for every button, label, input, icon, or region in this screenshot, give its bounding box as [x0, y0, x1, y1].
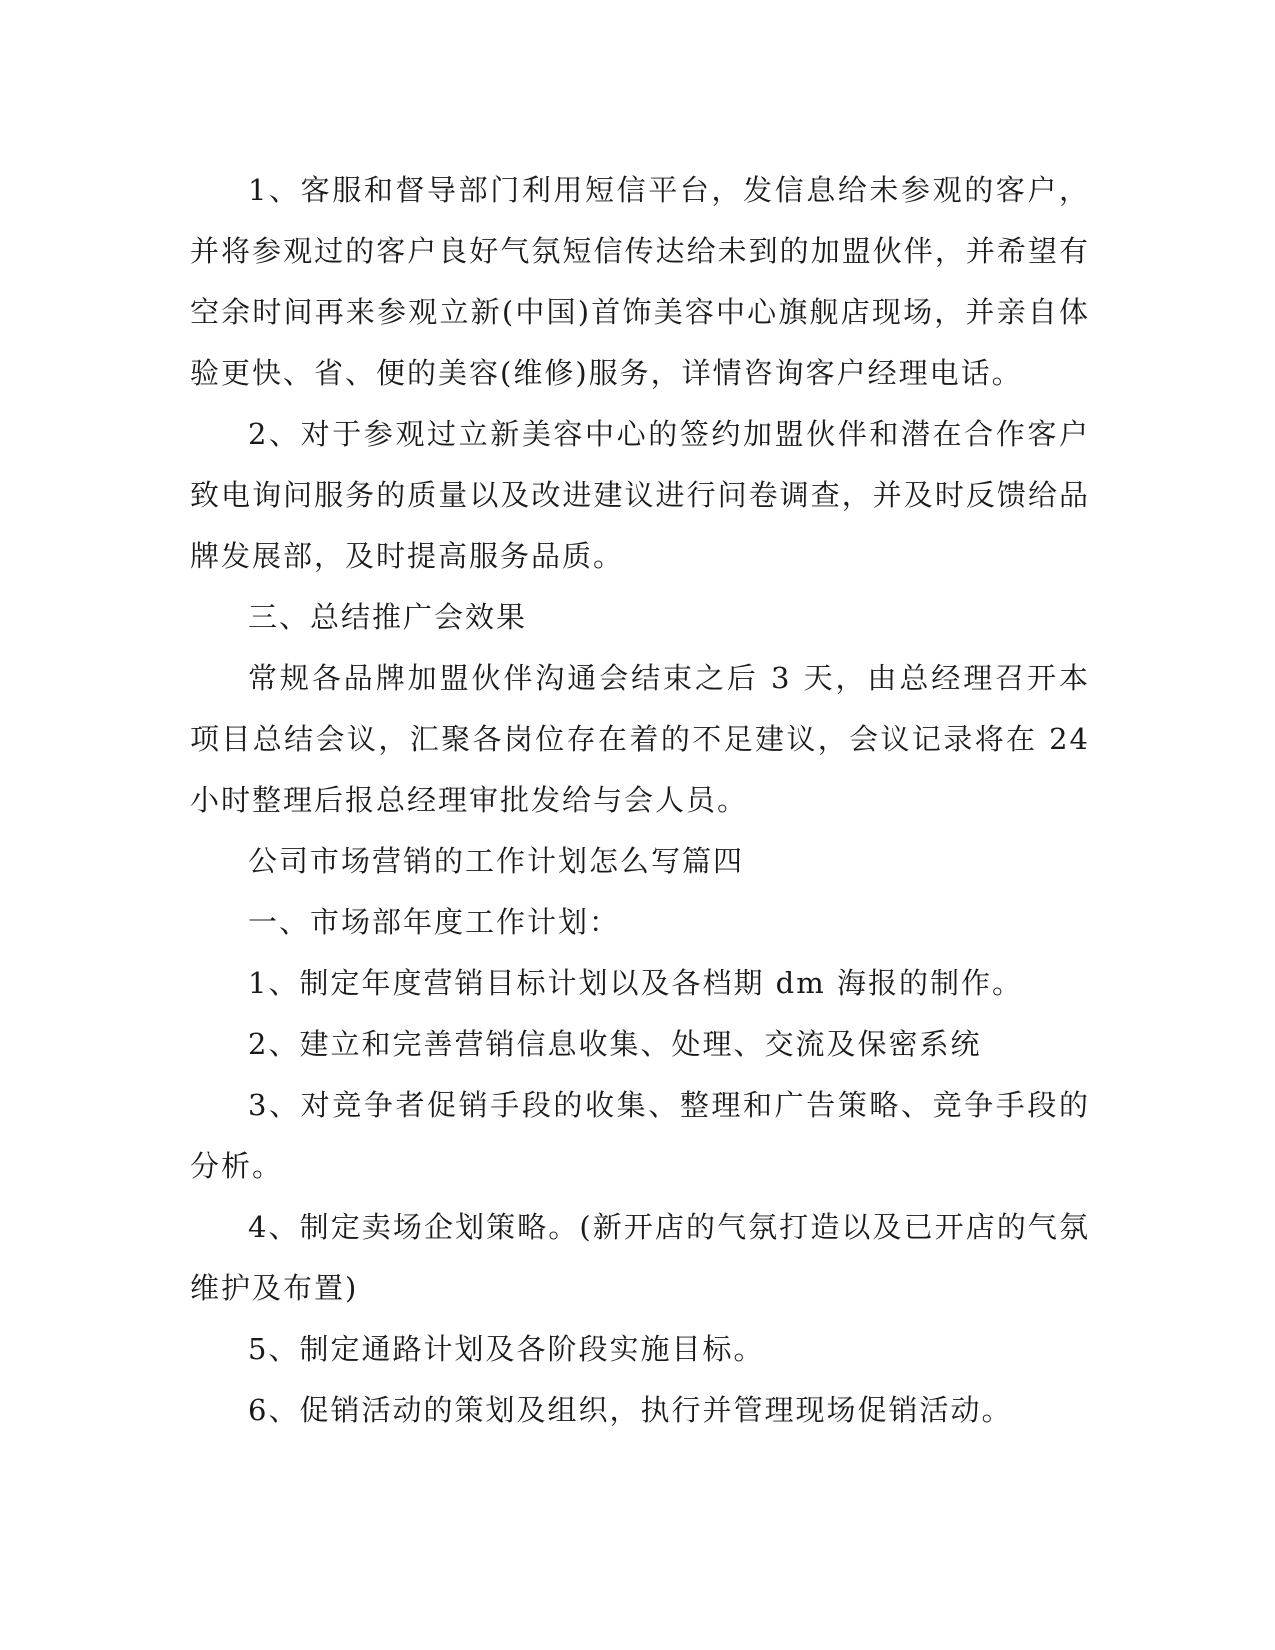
list-item-1: 1、制定年度营销目标计划以及各档期 dm 海报的制作。 — [248, 966, 1023, 1000]
list-item-6: 6、促销活动的策划及组织，执行并管理现场促销活动。 — [248, 1393, 1013, 1427]
paragraph-summary-meeting: 常规各品牌加盟伙伴沟通会结束之后 3 天，由总经理召开本项目总结会议，汇聚各岗位存在着的不足建议，会议记录将在 24 小时整理后报总经理审批发给与会人员。 — [190, 661, 1090, 817]
article-heading: 公司市场营销的工作计划怎么写篇四 — [248, 844, 745, 878]
list-item-5: 5、制定通路计划及各阶段实施目标。 — [248, 1332, 765, 1366]
list-item-2: 2、建立和完善营销信息收集、处理、交流及保密系统 — [248, 1027, 982, 1061]
section-heading-summary: 三、总结推广会效果 — [248, 600, 528, 634]
list-item-3: 3、对竞争者促销手段的收集、整理和广告策略、竞争手段的分析。 — [190, 1088, 1090, 1183]
list-item-4: 4、制定卖场企划策略。(新开店的气氛打造以及已开店的气氛维护及布置) — [190, 1210, 1090, 1305]
section-heading-annual-plan: 一、市场部年度工作计划： — [248, 905, 621, 939]
paragraph-survey: 2、对于参观过立新美容中心的签约加盟伙伴和潜在合作客户致电询问服务的质量以及改进建议进行问卷调查，并及时反馈给品牌发展部，及时提高服务品质。 — [190, 417, 1090, 573]
paragraph-sms-followup: 1、客服和督导部门利用短信平台，发信息给未参观的客户，并将参观过的客户良好气氛短信传达给未到的加盟伙伴，并希望有空余时间再来参观立新(中国)首饰美容中心旗舰店现场，并亲自体验更快、省、便的美容(维修)服务，详情咨询客户经理电话。 — [190, 173, 1090, 390]
document-body — [190, 160, 1090, 1441]
